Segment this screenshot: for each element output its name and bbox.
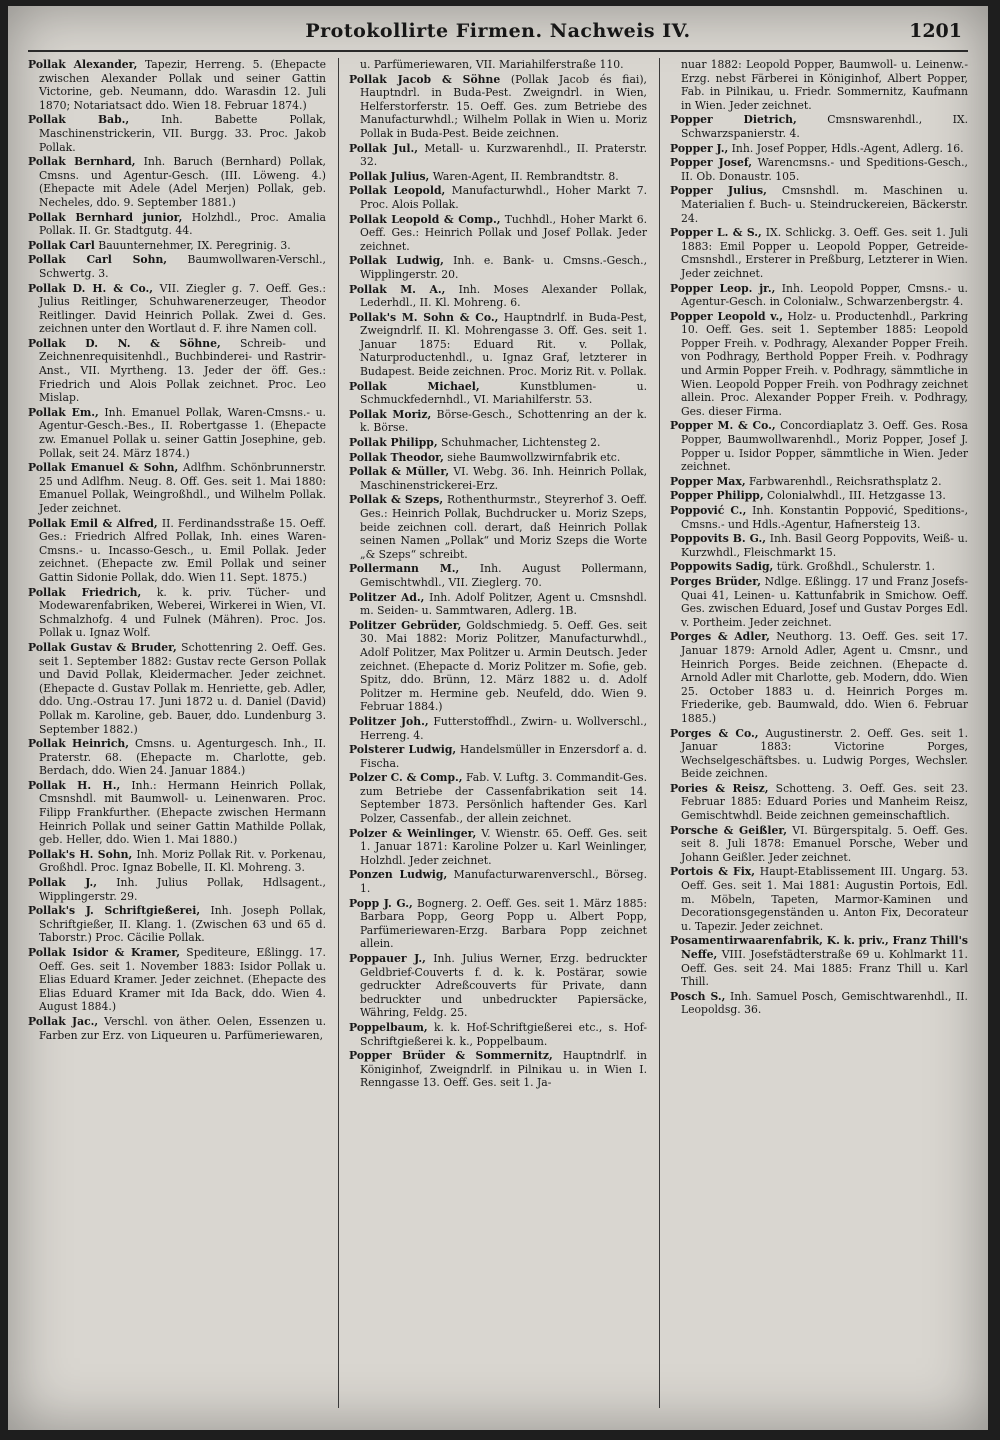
firm-entry — [349, 283, 647, 310]
firm-details: Bognerg. 2. Oeff. Ges. seit 1. März 1885: Barbara Popp, Georg Popp u. Albert Popp, Parfümeriewaren-Erzg. Barbara Popp zeichnet allein. — [360, 896, 647, 951]
firm-details: Inh. Josef Popper, Hdls.-Agent, Adlerg. 16. — [731, 141, 964, 155]
firm-details: Augustinerstr. 2. Oeff. Ges. seit 1. Januar 1883: Victorine Porges, Wechselgeschäftsbes. u. Ludwig Porges, Wechsler. Beide zeichnen. — [681, 726, 968, 781]
firm-details: siehe Baumwollzwirnfabrik etc. — [447, 450, 621, 464]
firm-entry — [670, 560, 968, 574]
column-middle — [349, 58, 647, 1418]
firm-name: Pollak Philipp, — [349, 436, 438, 450]
firm-name: Popper Leopold v., — [670, 309, 783, 323]
firm-details: Inh. e. Bank- u. Cmsns.-Gesch., Wipplingerstr. 20. — [360, 254, 647, 281]
firm-name: Poppauer J., — [349, 952, 426, 965]
firm-details: Hauptndrlf. in Königinhof, Zweigndrlf. in Pilnikau u. in Wien I. Renngasse 13. Oeff. Ges. seit 1. Ja- — [360, 1049, 647, 1090]
firm-entry — [670, 824, 968, 865]
firm-entry — [349, 451, 647, 465]
firm-entry — [28, 848, 326, 875]
firm-name: Poppović C., — [670, 504, 747, 517]
firm-entry — [28, 904, 326, 945]
firm-details: Baumwollwaren-Verschl., Schwertg. 3. — [39, 253, 326, 280]
firm-name: Popper Julius, — [670, 184, 767, 198]
firm-details: Concordiaplatz 3. Oeff. Ges. Rosa Popper, Baumwollwarenhdl., Moriz Popper, Josef J. Popper u. Isidor Popper, sämmtliche in Wien. Jeder zeichnet. — [681, 419, 968, 474]
firm-details: (Pollak Jacob és fiai), Hauptndrl. in Buda-Pest. Zweigndrl. in Wien, Helferstorferstr. 15. Oeff. Ges. zum Betriebe des Manufacturwhdl.; Wilhelm Pollak in Wien u. Moriz Pollak in Buda-Pest. Beide zeichnen. — [360, 72, 647, 140]
firm-entry — [349, 254, 647, 281]
firm-entry — [28, 641, 326, 736]
firm-name: Pollak Bernhard junior, — [28, 210, 183, 224]
page-header — [8, 20, 988, 50]
firm-details: k. k. Hof-Schriftgießerei etc., s. Hof-Schriftgießerei k. k., Poppelbaum. — [360, 1020, 647, 1048]
firm-name: Pollak D. N. & Söhne, — [28, 336, 221, 350]
firm-details: Inh. Joseph Pollak, Schriftgießer, II. Klang. 1. (Zwischen 63 und 65 d. Taborstr.) Proc. Cäcilie Pollak. — [39, 904, 326, 945]
firm-details: Warencmsns.- und Speditions-Gesch., II. Ob. Donaustr. 105. — [681, 156, 968, 183]
firm-entry — [349, 743, 647, 770]
firm-entry — [349, 58, 647, 72]
firm-details: Verschl. von äther. Oelen, Essenzen u. Farben zur Erz. von Liqueuren u. Parfümeriewaren, — [39, 1014, 326, 1042]
firm-details: nuar 1882: Leopold Popper, Baumwoll- u. Leinenw.-Erzg. nebst Färberei in Königinhof, Albert Popper, Fab. in Pilnikau, u. Friedr. Sommernitz, Kaufmann in Wien. Jeder zeichnet. — [681, 58, 968, 112]
firm-details: Neuthorg. 13. Oeff. Ges. seit 17. Januar 1879: Arnold Adler, Agent u. Cmsnr., und Heinrich Porges. Beide zeichnen. (Ehepacte d. Arnold Adler mit Charlotte, geb. Modern, ddo. Wien 25. October 1883 u. d. Heinrich Porges m. Friederike, geb. Baumwald, ddo. Wien 6. Februar 1885.) — [681, 630, 968, 725]
firm-details: Inh. Leopold Popper, Cmsns.- u. Agentur-Gesch. in Colonialw., Schwarzenbergstr. 4. — [681, 281, 968, 309]
firm-name: Pollak Michael, — [349, 379, 480, 393]
firm-entry — [670, 782, 968, 823]
firm-entry — [349, 493, 647, 561]
firm-name: Pollak Alexander, — [28, 58, 138, 71]
firm-entry — [349, 1049, 647, 1090]
firm-details: türk. Großhdl., Schulerstr. 1. — [776, 560, 936, 574]
firm-entry — [28, 517, 326, 585]
firm-details: Inh. Julius Werner, Erzg. bedruckter Geldbrief-Couverts f. d. k. k. Postärar, sowie gedruckter Adreßcouverts für Private, dann bedruckter und unbedruckter Papiersäcke, Währing, Feldg. 25. — [360, 952, 647, 1020]
firm-name: Popper Philipp, — [670, 489, 764, 503]
firm-name: Popper Leop. jr., — [670, 281, 776, 295]
firm-details: Inh.: Hermann Heinrich Pollak, Cmsnshdl. mit Baumwoll- u. Leinenwaren. Proc. Filipp Frankfurther. (Ehepacte zwischen Hermann Heinrich Pollak und seiner Gattin Mathilde Pollak, geb. Heller, ddo. Wien 1. Mai 1880.) — [39, 778, 326, 847]
firm-name: Pollak Emil & Alfred, — [28, 516, 158, 530]
firm-details: Inh. Adolf Politzer, Agent u. Cmsnshdl. m. Seiden- u. Sammtwaren, Adlerg. 1B. — [360, 590, 647, 618]
firm-details: Inh. Konstantin Poppović, Speditions-, Cmsns.- und Hdls.-Agentur, Hafnersteig 13. — [681, 504, 968, 531]
firm-entry — [349, 436, 647, 450]
firm-entry — [349, 868, 647, 895]
firm-entry — [28, 586, 326, 640]
firm-entry — [28, 876, 326, 903]
firm-details: Schuhmacher, Lichtensteg 2. — [441, 436, 601, 450]
firm-entry — [28, 253, 326, 280]
firm-entry — [349, 827, 647, 868]
firm-entry — [28, 406, 326, 460]
firm-entry — [349, 619, 647, 714]
firm-entry — [670, 504, 968, 531]
firm-details: Inh. Moriz Pollak Rit. v. Porkenau, Großhdl. Proc. Ignaz Bobelle, II. Kl. Mohreng. 3. — [39, 847, 326, 875]
firm-name: Pollak Bernhard, — [28, 155, 136, 169]
firm-entry — [349, 1021, 647, 1048]
firm-name: Portois & Fix, — [670, 865, 756, 879]
firm-name: Polsterer Ludwig, — [349, 743, 457, 757]
firm-name: Pollak Ludwig, — [349, 254, 444, 268]
firm-entry — [349, 771, 647, 825]
firm-name: Pollak Julius, — [349, 169, 430, 183]
firm-details: Fab. V. Luftg. 3. Commandit-Ges. zum Betriebe der Cassenfabrikation seit 14. September 1873. Persönlich haftender Ges. Karl Polzer, Cassenfab., der allein zeichnet. — [360, 771, 647, 826]
firm-name: Pollak Carl — [28, 238, 95, 252]
firm-entry — [28, 58, 326, 112]
firm-name: Popper Max, — [670, 474, 746, 488]
firm-name: Pollak J., — [28, 876, 98, 890]
firm-entry — [670, 310, 968, 419]
directory-page — [8, 6, 988, 1430]
firm-details: Manufacturwhdl., Hoher Markt 7. Proc. Alois Pollak. — [360, 184, 647, 211]
firm-name: Pollak's J. Schriftgießerei, — [28, 904, 201, 918]
firm-name: Popper Dietrich, — [670, 113, 797, 127]
firm-details: Metall- u. Kurzwarenhdl., II. Praterstr. 32. — [360, 141, 647, 169]
firm-name: Pollak Heinrich, — [28, 737, 130, 751]
firm-details: IX. Schlickg. 3. Oeff. Ges. seit 1. Juli 1883: Emil Popper u. Leopold Popper, Getreide-Cmsnshdl., Ersterer in Preßburg, Letzterer in Wien. Jeder zeichnet. — [681, 226, 968, 280]
firm-details: Inh. Babette Pollak, Maschinenstrickerin, VII. Burgg. 33. Proc. Jakob Pollak. — [39, 113, 326, 154]
firm-entry — [349, 465, 647, 492]
firm-name: Polzer & Weinlinger, — [349, 826, 477, 840]
page-title: Protokollirte Firmen. Nachweis IV. — [305, 20, 691, 42]
firm-details: Inh. Baruch (Bernhard) Pollak, Cmsns. und Agentur-Gesch. (III. Löweng. 4.) (Ehepacte mit Adele (Adel Merjen) Pollak, geb. Necheles, ddo. 9. September 1881.) — [39, 155, 326, 209]
firm-name: Popp J. G., — [349, 896, 413, 910]
firm-entry — [349, 591, 647, 618]
firm-name: Politzer Ad., — [349, 590, 425, 604]
firm-details: Inh. August Pollermann, Gemischtwhdl., VII. Zieglerg. 70. — [360, 562, 647, 589]
firm-entry — [349, 142, 647, 169]
firm-entry — [670, 489, 968, 503]
firm-name: Pollak Jac., — [28, 1014, 99, 1028]
firm-details: Inh. Samuel Posch, Gemischtwarenhdl., II. Leopoldsg. 36. — [681, 989, 968, 1017]
firm-entry — [28, 337, 326, 405]
firm-name: Pollak Isidor & Kramer, — [28, 946, 180, 959]
firm-entry — [349, 952, 647, 1020]
firm-details: Inh. Basil Georg Poppovits, Weiß- u. Kurzwhdl., Fleischmarkt 15. — [681, 532, 968, 559]
firm-entry — [28, 737, 326, 778]
firm-entry — [28, 155, 326, 209]
firm-name: Pollak Leopold & Comp., — [349, 212, 501, 226]
firm-details: Goldschmiedg. 5. Oeff. Ges. seit 30. Mai 1882: Moriz Politzer, Manufacturwhdl., Adolf Politzer, Max Politzer u. Armin Deutsch. Jeder zeichnet. (Ehepacte d. Moriz Politzer m. Sofie, geb. Spitz, ddo. Brünn, 12. März 1882 u. d. Adolf Politzer m. Hermine geb. Neufeld, ddo. Wien 9. Februar 1884.) — [360, 618, 647, 714]
column-left — [28, 58, 326, 1418]
firm-name: Pollak Jacob & Söhne — [349, 72, 501, 86]
firm-name: Ponzen Ludwig, — [349, 868, 448, 882]
firm-details: u. Parfümeriewaren, VII. Mariahilferstraße 110. — [360, 58, 624, 71]
firm-name: Pollak & Müller, — [349, 465, 450, 479]
firm-details: Waren-Agent, II. Rembrandtstr. 8. — [432, 169, 619, 183]
firm-entry — [670, 727, 968, 781]
firm-name: Pollak Theodor, — [349, 450, 444, 464]
firm-details: Tuchhdl., Hoher Markt 6. Oeff. Ges.: Heinrich Pollak und Josef Pollak. Jeder zeichnet. — [360, 212, 647, 253]
columns — [28, 58, 968, 1418]
firm-details: V. Wienstr. 65. Oeff. Ges. seit 1. Januar 1871: Karoline Polzer u. Karl Weinlinger, Holzhdl. Jeder zeichnet. — [360, 826, 647, 867]
firm-entry — [28, 113, 326, 154]
firm-details: Cmsnswarenhdl., IX. Schwarzspanierstr. 4. — [681, 113, 968, 140]
firm-entry — [670, 282, 968, 309]
firm-name: Posch S., — [670, 989, 726, 1003]
firm-details: Schottenring 2. Oeff. Ges. seit 1. September 1882: Gustav recte Gerson Pollak und David Pollak, Kleidermacher. Jeder zeichnet. (Ehepacte d. Gustav Pollak m. Henriette, geb. Adler, ddo. Ung.-Ostrau 17. Juni 1872 u. d. Daniel (David) Pollak m. Karoline, geb. Bauer, ddo. Lundenburg 3. September 1882.) — [39, 640, 326, 736]
firm-details: Schreib- und Zeichnenrequisitenhdl., Buchbinderei- und Rastrir-Anst., VII. Myrtheng. 13. Jeder der öff. Ges.: Friedrich und Alois Pollak zeichnet. Proc. Leo Mislap. — [39, 336, 326, 405]
firm-entry — [670, 226, 968, 280]
firm-name: Pollak Jul., — [349, 141, 418, 155]
firm-details: Inh. Emanuel Pollak, Waren-Cmsns.- u. Agentur-Gesch.-Bes., II. Robertgasse 1. (Ehepacte zw. Emanuel Pollak u. seiner Gattin Josephine, geb. Pollak, seit 24. März 1874.) — [39, 405, 326, 460]
firm-entry — [349, 715, 647, 742]
firm-name: Popper M. & Co., — [670, 419, 776, 433]
firm-details: Adlfhm. Schönbrunnerstr. 25 und Adlfhm. Neug. 8. Off. Ges. seit 1. Mai 1880: Emanuel Pollak, Weingroßhdl., und Wilhelm Pollak. Jeder zeichnet. — [39, 461, 326, 515]
firm-entry — [349, 170, 647, 184]
firm-name: Popper J., — [670, 141, 729, 155]
firm-details: Farbwarenhdl., Reichsrathsplatz 2. — [749, 474, 942, 488]
firm-details: Inh. Julius Pollak, Hdlsagent., Wipplingerstr. 29. — [39, 876, 326, 903]
firm-details: Kunstblumen- u. Schmuckfedernhdl., VI. Mariahilferstr. 53. — [360, 379, 647, 407]
firm-entry — [349, 897, 647, 951]
firm-name: Pollak H. H., — [28, 778, 121, 792]
firm-entry — [349, 562, 647, 589]
firm-entry — [28, 779, 326, 847]
firm-details: Rothenthurmstr., Steyrerhof 3. Oeff. Ges.: Heinrich Pollak, Buchdrucker u. Moriz Szeps, beide zeichnen coll. derart, daß Heinrich Pollak seinen Namen „Pollak“ und Moriz Szeps die Worte „& Szeps“ schreibt. — [360, 493, 647, 561]
firm-details: Cmsns. u. Agenturgesch. Inh., II. Praterstr. 68. (Ehepacte m. Charlotte, geb. Berdach, ddo. Wien 24. Januar 1884.) — [39, 737, 326, 778]
firm-entry — [28, 239, 326, 253]
firm-details: II. Ferdinandsstraße 15. Oeff. Ges.: Friedrich Alfred Pollak, Inh. eines Waren-Cmsns.- u. Incasso-Gesch., u. Emil Pollak. Jeder zeichnet. (Ehepacte zw. Emil Pollak und seiner Gattin Sidonie Pollak, ddo. Wien 11. Sept. 1875.) — [39, 516, 326, 584]
firm-name: Poppowits Sadig, — [670, 560, 774, 574]
firm-name: Pollak Bab., — [28, 113, 130, 127]
firm-entry — [670, 58, 968, 112]
firm-details: Haupt-Etablissement III. Ungarg. 53. Oeff. Ges. seit 1. Mai 1881: Augustin Portois, Edl. m. Möbeln, Tapeten, Marmor-Kaminen und Decorationsgegenständen u. Anton Fix, Decorateur u. Tapezir. Jeder zeichnet. — [681, 865, 968, 933]
firm-details: Holz- u. Productenhdl., Parkring 10. Oeff. Ges. seit 1. September 1885: Leopold Popper Freih. v. Podhragy, Alexander Popper Freih. von Podhragy, Berthold Popper Freih. v. Podhragy und Armin Popper Freih. v. Podhragy, sämmtliche in Wien. Leopold Popper Freih. von Podhragy zeichnet allein. Proc. Alexander Popper Freih. v. Podhragy, Ges. dieser Firma. — [681, 309, 968, 418]
firm-entry — [28, 211, 326, 238]
firm-details: VII. Ziegler g. 7. Oeff. Ges.: Julius Reitlinger, Schuhwarenerzeuger, Theodor Reitlinger. David Heinrich Pollak. Zwei d. Ges. zeichnen unter den Wortlaut d. F. ihre Namen coll. — [39, 281, 326, 336]
firm-name: Pollak & Szeps, — [349, 493, 444, 507]
firm-details: Börse-Gesch., Schottenring an der k. k. Börse. — [360, 407, 647, 435]
firm-details: Manufacturwarenverschl., Börseg. 1. — [360, 868, 647, 896]
firm-name: Politzer Joh., — [349, 714, 429, 728]
firm-name: Porges & Adler, — [670, 630, 770, 644]
firm-name: Pollak Carl Sohn, — [28, 253, 168, 267]
firm-entry — [670, 575, 968, 629]
column-right — [670, 58, 968, 1418]
firm-name: Pollak's H. Sohn, — [28, 847, 133, 861]
firm-details: k. k. priv. Tücher- und Modewarenfabriken, Weberei, Wirkerei in Wien, VI. Schmalzhofg. 4 und Fulnek (Mähren). Proc. Jos. Pollak u. Ignaz Wolf. — [39, 585, 326, 640]
firm-entry — [28, 1015, 326, 1042]
firm-details: Hauptndrlf. in Buda-Pest, Zweigndrlf. II. Kl. Mohrengasse 3. Off. Ges. seit 1. Januar 1875: Eduard Rit. v. Pollak, Naturproductenhdl., u. Ignaz Graf, letzterer in Budapest. Beide zeichnen. Proc. Moriz Rit. v. Pollak. — [360, 310, 647, 379]
firm-name: Pollak D. H. & Co., — [28, 281, 154, 295]
firm-details: Ndlge. Eßlingg. 17 und Franz Josefs-Quai 41, Leinen- u. Kattunfabrik in Smichow. Oeff. Ges. zwischen Eduard, Josef und Gustav Porges Edl. v. Portheim. Jeder zeichnet. — [681, 574, 968, 629]
firm-details: VI. Webg. 36. Inh. Heinrich Pollak, Maschinenstrickerei-Erz. — [360, 465, 647, 492]
column-divider — [338, 58, 339, 1408]
firm-details: Futterstoffhdl., Zwirn- u. Wollverschl., Herreng. 4. — [360, 714, 647, 742]
firm-details: Inh. Moses Alexander Pollak, Lederhdl., II. Kl. Mohreng. 6. — [360, 282, 647, 310]
column-divider — [659, 58, 660, 1408]
firm-entry — [28, 946, 326, 1014]
firm-details: Cmsnshdl. m. Maschinen u. Materialien f. Buch- u. Steindruckereien, Bäckerstr. 24. — [681, 184, 968, 225]
firm-entry — [670, 156, 968, 183]
firm-name: Pollak Emanuel & Sohn, — [28, 461, 179, 475]
firm-details: Colonialwhdl., III. Hetzgasse 13. — [767, 489, 946, 503]
firm-entry — [349, 380, 647, 407]
firm-name: Pollak's M. Sohn & Co., — [349, 310, 499, 324]
firm-details: Schotteng. 3. Oeff. Ges. seit 23. Februar 1885: Eduard Pories und Manheim Reisz, Gemischtwhdl. Beide zeichnen gemeinschaftlich. — [681, 781, 968, 823]
header-rule — [28, 50, 968, 52]
firm-details: Holzhdl., Proc. Amalia Pollak. II. Gr. Stadtgutg. 44. — [39, 210, 326, 238]
firm-details: VIII. Josefstädterstraße 69 u. Kohlmarkt 11. Oeff. Ges. seit 24. Mai 1885: Franz Thill u. Karl Thill. — [681, 948, 968, 989]
firm-name: Pollak M. A., — [349, 282, 446, 296]
firm-entry — [670, 475, 968, 489]
firm-entry — [670, 142, 968, 156]
firm-name: Porsche & Geißler, — [670, 823, 788, 837]
firm-name: Popper Brüder & Sommernitz, — [349, 1049, 553, 1063]
firm-entry — [349, 73, 647, 141]
firm-details: Bauunternehmer, IX. Peregrinig. 3. — [98, 238, 291, 252]
firm-entry — [670, 990, 968, 1017]
firm-name: Poppelbaum, — [349, 1020, 428, 1034]
firm-name: Pollak Em., — [28, 405, 99, 419]
firm-name: Pollermann M., — [349, 562, 460, 576]
firm-name: Politzer Gebrüder, — [349, 618, 462, 632]
firm-name: Popper L. & S., — [670, 226, 762, 240]
firm-name: Porges & Co., — [670, 726, 759, 740]
firm-entry — [349, 184, 647, 211]
firm-entry — [670, 630, 968, 725]
firm-entry — [28, 461, 326, 515]
firm-entry — [670, 865, 968, 933]
firm-entry — [349, 311, 647, 379]
firm-entry — [670, 934, 968, 988]
firm-name: Porges Brüder, — [670, 574, 761, 588]
firm-name: Pories & Reisz, — [670, 781, 769, 795]
firm-name: Pollak Moriz, — [349, 407, 432, 421]
page-number: 1201 — [909, 20, 962, 42]
firm-entry — [349, 213, 647, 254]
firm-name: Pollak Friedrich, — [28, 585, 142, 599]
firm-entry — [670, 184, 968, 225]
firm-details: Handelsmüller in Enzersdorf a. d. Fischa. — [360, 743, 647, 770]
firm-details: VI. Bürgerspitalg. 5. Oeff. Ges. seit 8. Juli 1878: Emanuel Porsche, Weber und Johann Geißler. Jeder zeichnet. — [681, 823, 968, 864]
firm-details: Tapezir, Herreng. 5. (Ehepacte zwischen Alexander Pollak und seiner Gattin Victorine, geb. Neumann, ddo. Warasdin 12. Juli 1870; Notariatsact ddo. Wien 18. Februar 1874.) — [39, 58, 326, 112]
firm-name: Popper Josef, — [670, 156, 753, 170]
firm-entry — [349, 408, 647, 435]
firm-entry — [670, 113, 968, 140]
firm-entry — [670, 419, 968, 473]
firm-name: Posamentirwaarenfabrik, K. k. priv., Franz Thill's Neffe, — [670, 934, 968, 961]
firm-name: Polzer C. & Comp., — [349, 771, 463, 785]
firm-entry — [28, 282, 326, 336]
firm-entry — [670, 532, 968, 559]
firm-name: Poppovits B. G., — [670, 532, 767, 546]
firm-details: Spediteure, Eßlingg. 17. Oeff. Ges. seit 1. November 1883: Isidor Pollak u. Elias Eduard Kramer. Jeder zeichnet. (Ehepacte des Elias Eduard Kramer mit Ida Back, ddo. Wien 4. August 1884.) — [39, 946, 326, 1014]
firm-name: Pollak Leopold, — [349, 184, 446, 198]
firm-name: Pollak Gustav & Bruder, — [28, 640, 177, 654]
